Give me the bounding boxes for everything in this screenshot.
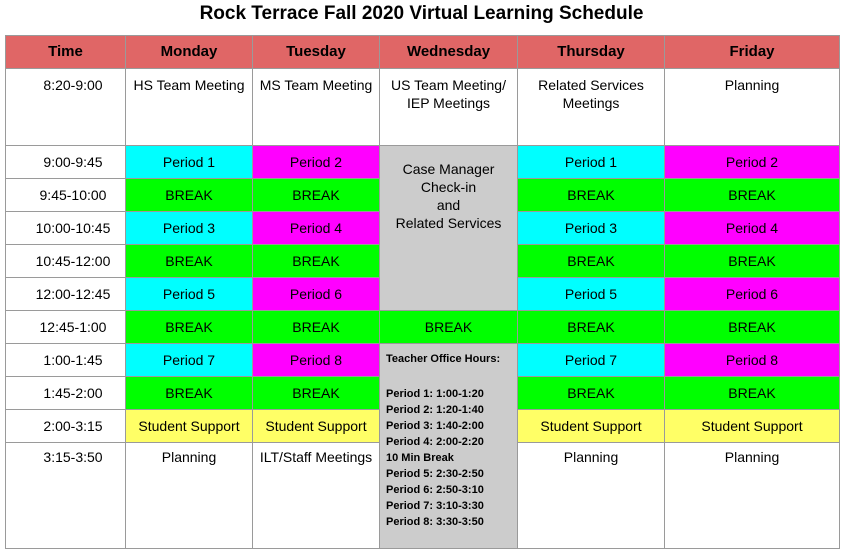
friday-cell: Period 8 (665, 344, 840, 377)
time-cell: 1:00-1:45 (6, 344, 126, 377)
office-hours-line: Period 4: 2:00-2:20 (386, 436, 484, 448)
friday-cell: Period 4 (665, 212, 840, 245)
monday-cell: Period 5 (126, 278, 253, 311)
thursday-cell: BREAK (518, 179, 665, 212)
monday-cell: Student Support (126, 410, 253, 443)
monday-cell: BREAK (126, 377, 253, 410)
thursday-cell: Period 5 (518, 278, 665, 311)
friday-cell: BREAK (665, 179, 840, 212)
table-row (6, 311, 840, 344)
office-hours-heading: Teacher Office Hours: (386, 353, 501, 365)
time-cell: 2:00-3:15 (6, 410, 126, 443)
office-hours-line: Period 5: 2:30-2:50 (386, 468, 484, 480)
thursday-cell: Planning (518, 443, 665, 549)
office-hours-line: Period 2: 1:20-1:40 (386, 404, 484, 416)
friday-cell: Planning (665, 443, 840, 549)
wednesday-case-manager-block (380, 146, 518, 311)
time-cell: 12:00-12:45 (6, 278, 126, 311)
tuesday-cell: BREAK (253, 179, 380, 212)
table-row (6, 344, 840, 377)
header-tuesday: Tuesday (253, 36, 380, 69)
time-cell: 1:45-2:00 (6, 377, 126, 410)
page-title: Rock Terrace Fall 2020 Virtual Learning Schedule (199, 3, 644, 24)
time-cell: 8:20-9:00 (6, 69, 126, 146)
thursday-cell: Related Services Meetings (518, 69, 665, 146)
friday-cell: Planning (665, 69, 840, 146)
case-manager-line: Case Manager (402, 161, 495, 177)
wednesday-office-hours-block (380, 344, 518, 549)
header-monday: Monday (126, 36, 253, 69)
tuesday-cell: Student Support (253, 410, 380, 443)
thursday-cell: Student Support (518, 410, 665, 443)
header-row (6, 36, 840, 69)
time-cell: 9:00-9:45 (6, 146, 126, 179)
office-hours-line: Period 1: 1:00-1:20 (386, 388, 484, 400)
thursday-cell: BREAK (518, 245, 665, 278)
office-hours-line: Period 7: 3:10-3:30 (386, 500, 484, 512)
time-cell: 9:45-10:00 (6, 179, 126, 212)
office-hours-line: Period 3: 1:40-2:00 (386, 420, 484, 432)
tuesday-cell: Period 8 (253, 344, 380, 377)
thursday-cell: BREAK (518, 377, 665, 410)
time-cell: 10:45-12:00 (6, 245, 126, 278)
friday-cell: BREAK (665, 377, 840, 410)
office-hours-line: Period 8: 3:30-3:50 (386, 516, 484, 528)
header-wednesday: Wednesday (380, 36, 518, 69)
friday-cell: BREAK (665, 311, 840, 344)
tuesday-cell: Period 6 (253, 278, 380, 311)
friday-cell: Student Support (665, 410, 840, 443)
tuesday-cell: BREAK (253, 311, 380, 344)
thursday-cell: BREAK (518, 311, 665, 344)
tuesday-cell: BREAK (253, 245, 380, 278)
thursday-cell: Period 1 (518, 146, 665, 179)
time-cell: 12:45-1:00 (6, 311, 126, 344)
monday-cell: BREAK (126, 179, 253, 212)
monday-cell: BREAK (126, 245, 253, 278)
monday-cell: HS Team Meeting (126, 69, 253, 146)
time-cell: 3:15-3:50 (6, 443, 126, 549)
office-hours-line: Period 6: 2:50-3:10 (386, 484, 484, 496)
tuesday-cell: Period 4 (253, 212, 380, 245)
thursday-cell: Period 3 (518, 212, 665, 245)
monday-cell: Planning (126, 443, 253, 549)
case-manager-line: Related Services (395, 215, 502, 231)
header-thursday: Thursday (518, 36, 665, 69)
wednesday-cell: US Team Meeting/ IEP Meetings (380, 69, 518, 146)
monday-cell: Period 1 (126, 146, 253, 179)
friday-cell: Period 2 (665, 146, 840, 179)
table-row (6, 69, 840, 146)
friday-cell: Period 6 (665, 278, 840, 311)
case-manager-line: Check-in (420, 179, 477, 195)
tuesday-cell: MS Team Meeting (253, 69, 380, 146)
header-time: Time (6, 36, 126, 69)
tuesday-cell: ILT/Staff Meetings (253, 443, 380, 549)
monday-cell: Period 3 (126, 212, 253, 245)
case-manager-line: and (436, 197, 461, 213)
schedule-table (5, 35, 840, 549)
monday-cell: BREAK (126, 311, 253, 344)
thursday-cell: Period 7 (518, 344, 665, 377)
time-cell: 10:00-10:45 (6, 212, 126, 245)
header-friday: Friday (665, 36, 840, 69)
friday-cell: BREAK (665, 245, 840, 278)
tuesday-cell: Period 2 (253, 146, 380, 179)
office-hours-line: 10 Min Break (386, 452, 454, 464)
wednesday-cell: BREAK (380, 311, 518, 344)
tuesday-cell: BREAK (253, 377, 380, 410)
table-row (6, 146, 840, 179)
monday-cell: Period 7 (126, 344, 253, 377)
